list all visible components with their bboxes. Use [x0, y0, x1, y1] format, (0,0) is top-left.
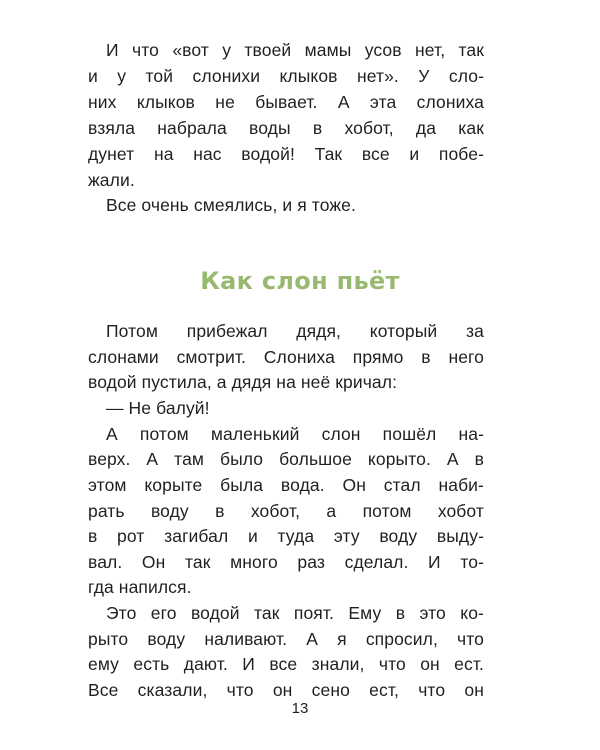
text-line: рать воду в хобот, а потом хобот — [88, 501, 484, 521]
text-line: в рот загибал и туда эту воду выду- — [88, 526, 484, 546]
text-line: Потом прибежал дядя, который за — [106, 321, 484, 341]
text-line: вал. Он так много раз сделал. И то- — [88, 552, 484, 572]
text-line: дунет на нас водой! Так все и побе- — [88, 144, 484, 164]
text-line: взяла набрала воды в хобот, да как — [88, 118, 484, 138]
text-line: Это его водой так поят. Ему в это ко- — [106, 603, 484, 623]
text-line: рыто воду наливают. А я спросил, что — [88, 629, 484, 649]
text-line: и у той слонихи клыков нет». У сло- — [88, 66, 484, 86]
text-line: них клыков не бывает. А эта слониха — [88, 92, 484, 112]
text-line: этом корыте была вода. Он стал наби- — [88, 475, 484, 495]
text-line: ему есть дают. И все знали, что он ест. — [88, 654, 484, 674]
page-number: 13 — [291, 700, 309, 717]
section-heading: Как слон пьёт — [200, 267, 400, 295]
text-line: А потом маленький слон пошёл на- — [106, 424, 484, 444]
text-line: гда напился. — [88, 577, 192, 597]
text-line: И что «вот у твоей мамы усов нет, так — [106, 40, 484, 60]
text-line: верх. А там было большое корыто. А в — [88, 449, 484, 469]
text-line: Все сказали, что он сено ест, что он — [88, 680, 484, 700]
text-line: Все очень смеялись, и я тоже. — [106, 195, 356, 215]
text-line: водой пустила, а дядя на неё кричал: — [88, 372, 398, 392]
text-line: жали. — [88, 170, 135, 190]
text-line: — Не балуй! — [106, 398, 210, 418]
text-line: слонами смотрит. Слониха прямо в него — [88, 347, 484, 367]
